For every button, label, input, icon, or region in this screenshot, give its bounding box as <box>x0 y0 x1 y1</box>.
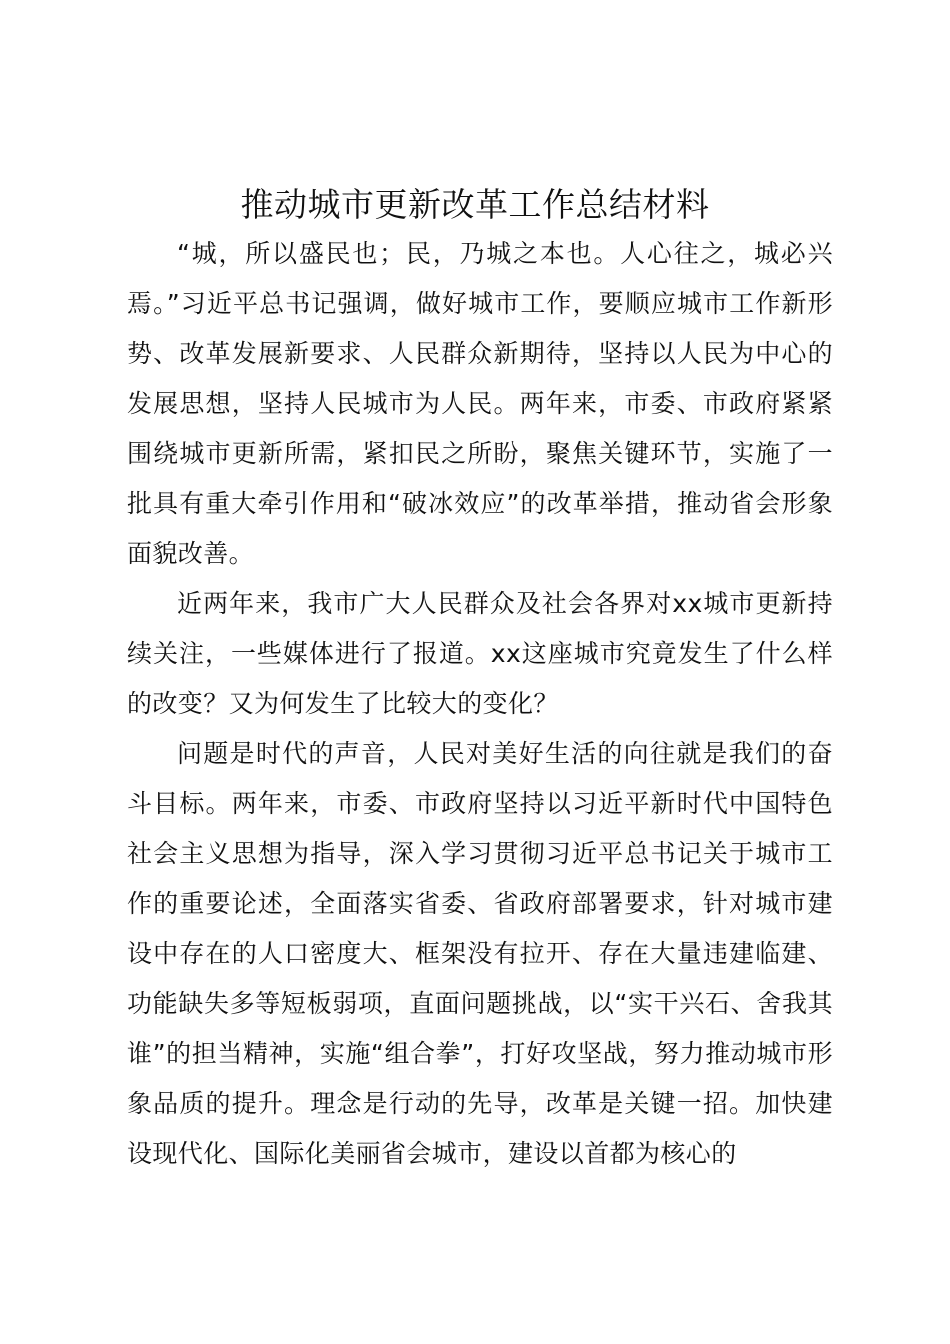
document-body <box>127 229 833 1179</box>
paragraph-1: “城，所以盛民也；民，乃城之本也。人心往之，城必兴焉。”习近平总书记强调，做好城市工作，要顺应城市工作新形势、改革发展新要求、人民群众新期待，坚持以人民为中心的发展思想，坚持人民城市为人民。两年来，市委、市政府紧紧围绕城市更新所需，紧扣民之所盼，聚焦关键环节，实施了一批具有重大牵引作用和“破冰效应”的改革举措，推动省会形象面貌改善。 <box>127 239 833 568</box>
paragraph-2: 近两年来，我市广大人民群众及社会各界对xx城市更新持续关注，一些媒体进行了报道。xx这座城市究竟发生了什么样的改变？又为何发生了比较大的变化？ <box>127 589 833 718</box>
paragraph-3: 问题是时代的声音，人民对美好生活的向往就是我们的奋斗目标。两年来，市委、市政府坚持以习近平新时代中国特色社会主义思想为指导，深入学习贯彻习近平总书记关于城市工作的重要论述，全面落实省委、省政府部署要求，针对城市建设中存在的人口密度大、框架没有拉开、存在大量违建临建、功能缺失多等短板弱项，直面问题挑战，以“实干兴石、舍我其谁”的担当精神，实施“组合拳”，打好攻坚战，努力推动城市形象品质的提升。理念是行动的先导，改革是关键一招。加快建设现代化、国际化美丽省会城市，建设以首都为核心的 <box>127 739 833 1168</box>
document-title: 推动城市更新改革工作总结材料 <box>240 185 710 224</box>
